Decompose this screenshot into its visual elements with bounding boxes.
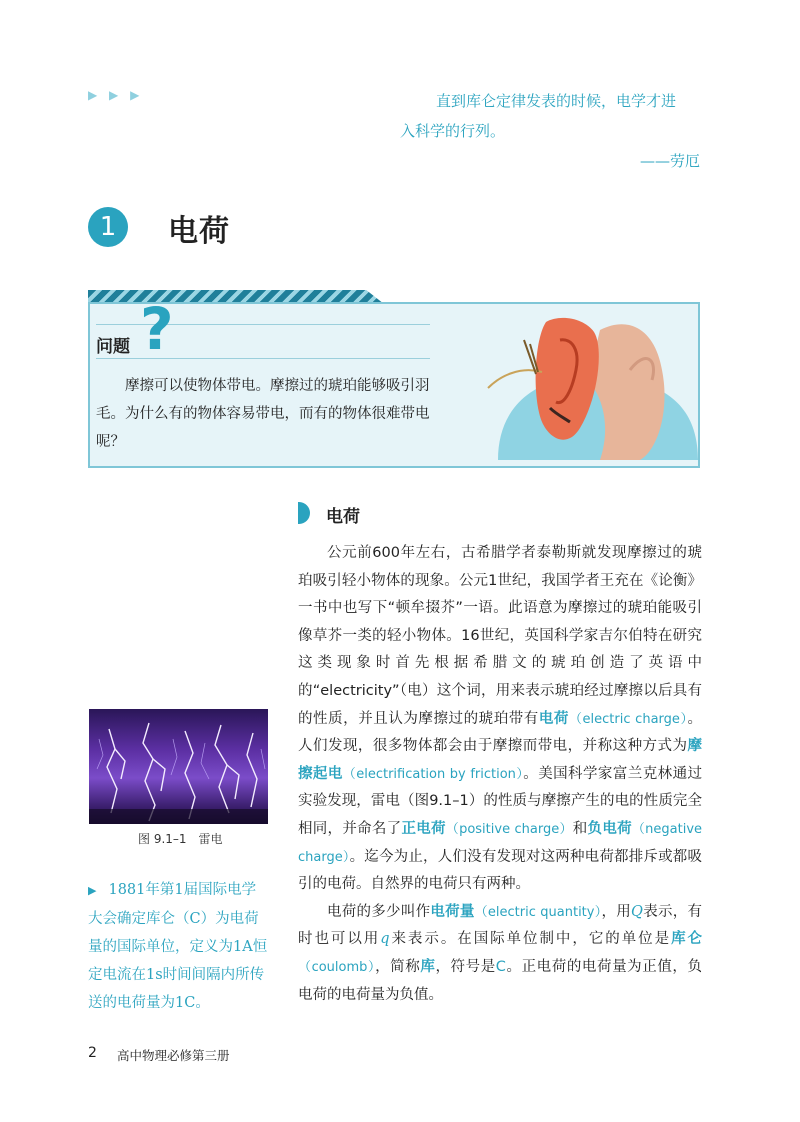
problem-text: 摩擦可以使物体带电。摩擦过的琥珀能够吸引羽毛。为什么有的物体容易带电，而有的物体很难带电呢？ xyxy=(96,378,430,450)
term-english: （electric charge） xyxy=(568,711,688,727)
term-positive-charge: 正电荷 xyxy=(401,820,446,837)
term-english: （coulomb） xyxy=(298,959,376,975)
section-number-badge: 1 xyxy=(88,207,128,247)
term-electrification-by-friction: 摩擦起电 xyxy=(298,738,702,782)
text-run: 。正电荷的电荷量为正值，负电荷的电荷量为负值。 xyxy=(298,958,703,1003)
margin-note-text: 1881年第1届国际电学大会确定库仑（C）为电荷量的国际单位，定义为1A恒定电流在1s时间间隔内所传送的电荷量为1C。 xyxy=(88,882,268,1011)
question-mark-icon: ? xyxy=(140,295,174,363)
text-run: 。美国科学家富兰克林通过实验发现，雷电（图9.1–1）的性质与摩擦产生的电的性质完全相同，并命名了 xyxy=(298,765,703,837)
symbol-C: C xyxy=(495,958,506,975)
term-electric-quantity: 电荷量 xyxy=(430,903,475,920)
term-electric-charge: 电荷 xyxy=(538,710,569,727)
lightning-bolts xyxy=(89,709,268,824)
term-coulomb: 库仑 xyxy=(671,931,703,948)
figure-caption: 图 9.1–1 雷电 xyxy=(138,832,223,846)
text-run: 。人们发现，很多物体都会由于摩擦而带电，并称这种方式为 xyxy=(298,710,703,755)
term-english: （electrification by friction） xyxy=(342,766,524,782)
text-run: 公元前600年左右，古希腊学者泰勒斯就发现摩擦过的琥珀吸引轻小物体的现象。公元1世纪，我国学者王充在《论衡》一书中也写下“顿牟掇芥”一语。此语意为摩擦过的琥珀能吸引像草芥一类的轻小物体。16世纪，英国科学家吉尔伯特在研究这类现象时首先根据希腊文的琥珀创造了英语中的“electricity”（电）这个词，用来表示琥珀经过摩擦以后具有的性质，并且认为摩擦过的琥珀带有 xyxy=(298,545,702,727)
text-run: 和 xyxy=(572,820,588,837)
page-number: 2 xyxy=(88,1045,97,1061)
subsection-title: 电荷 xyxy=(326,507,360,527)
paragraph-2 xyxy=(298,899,702,1009)
text-run: 来表示。在国际单位制中，它的单位是 xyxy=(389,931,672,948)
text-run: 。迄今为止，人们没有发现对这两种电荷都排斥或都吸引的电荷。自然界的电荷只有两种。 xyxy=(298,848,702,893)
body-text xyxy=(298,540,702,1009)
lightning-photo xyxy=(89,709,268,824)
margin-note xyxy=(88,876,270,1017)
book-title: 高中物理必修第三册 xyxy=(117,1048,230,1063)
epigraph-line-2: 入科学的行列。 xyxy=(400,122,506,140)
text-run: ，用 xyxy=(601,903,632,920)
text-run: ，简称 xyxy=(375,958,421,975)
section-title: 电荷 xyxy=(168,214,230,249)
text-run: 表示，有时也可以用 xyxy=(298,903,702,948)
term-ku: 库 xyxy=(420,958,436,975)
text-run: 电荷的多少叫作 xyxy=(327,903,431,920)
term-negative-charge: 负电荷 xyxy=(587,820,632,837)
term-english: （positive charge） xyxy=(445,821,573,837)
variable-Q: Q xyxy=(631,903,643,920)
text-run: ，符号是 xyxy=(435,958,496,975)
epigraph-line-1: 直到库仑定律发表的时候，电学才进 xyxy=(436,92,677,110)
problem-label: 问题 xyxy=(96,337,130,357)
triangle-marker-icon: ▶ xyxy=(88,884,97,897)
decorative-arrows: ▶ ▶ ▶ xyxy=(88,88,144,102)
paragraph-1 xyxy=(298,540,702,899)
term-english: （electric quantity） xyxy=(474,904,602,920)
epigraph-quote xyxy=(400,86,700,176)
epigraph-author: ——劳厄 xyxy=(639,152,700,170)
subsection-marker xyxy=(298,502,310,524)
amber-feather-illustration xyxy=(480,310,698,460)
variable-q: q xyxy=(380,931,390,948)
term-english: （negative charge） xyxy=(298,821,703,865)
